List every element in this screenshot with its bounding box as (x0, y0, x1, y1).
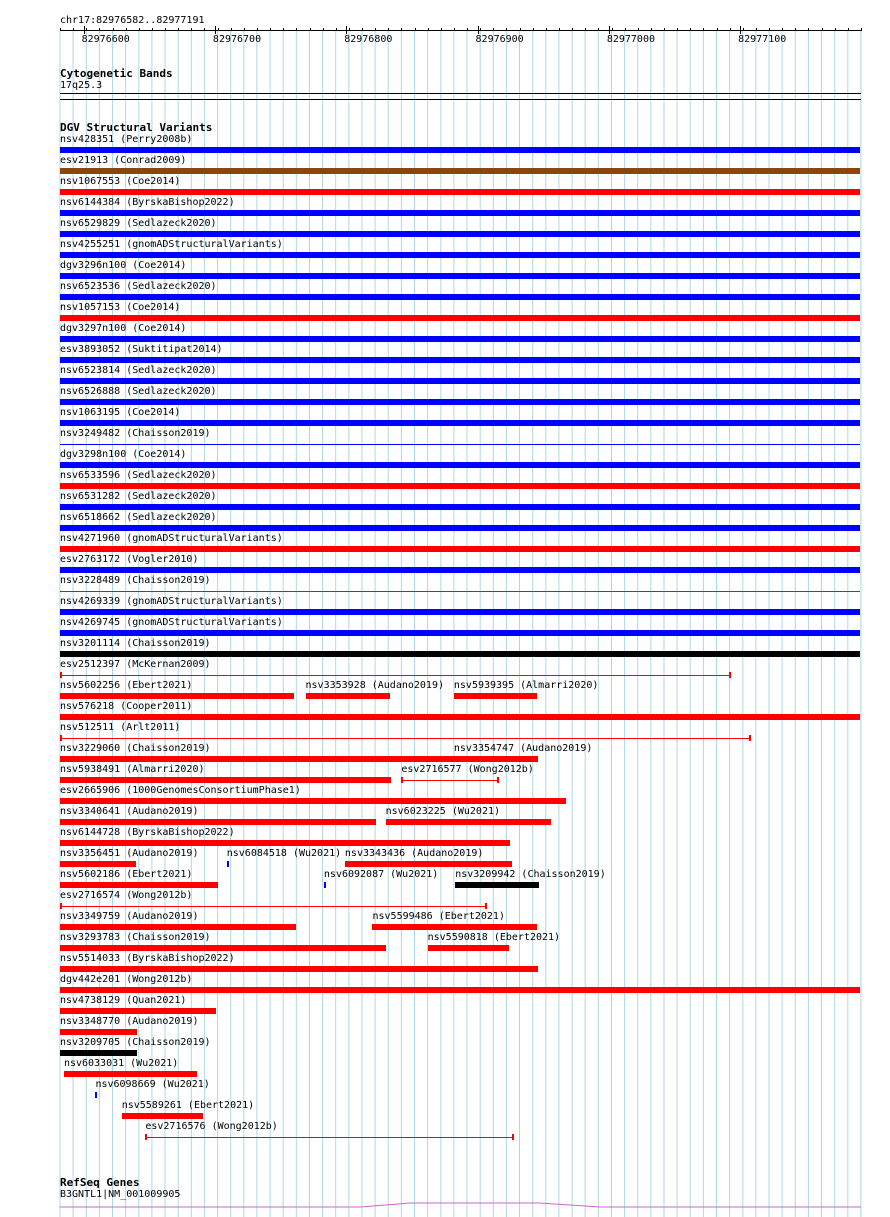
ruler-tick-label: 82976700 (212, 34, 262, 45)
ruler-minor-tick (73, 28, 74, 31)
feature-label[interactable]: dgv3298n100 (Coe2014) (60, 449, 187, 460)
feature-glyph[interactable] (60, 924, 296, 930)
ruler-minor-tick (139, 28, 140, 31)
feature-glyph[interactable] (60, 777, 391, 783)
feature-glyph[interactable] (454, 756, 538, 762)
ruler-minor-tick (113, 28, 114, 31)
feature-glyph[interactable] (60, 756, 454, 762)
ruler-minor-tick (375, 28, 376, 31)
ruler-major-tick (215, 26, 216, 34)
ruler-minor-tick (401, 28, 402, 31)
feature-glyph[interactable] (60, 168, 860, 174)
ruler-minor-tick (612, 28, 613, 31)
feature-glyph[interactable] (60, 591, 860, 592)
ruler-tick-label: 82976800 (344, 34, 393, 45)
feature-glyph[interactable] (60, 906, 487, 907)
ruler-major-tick (346, 26, 347, 34)
dgv-track-title: DGV Structural Variants (60, 121, 213, 134)
feature-glyph[interactable] (95, 1092, 97, 1098)
feature-label[interactable]: nsv6523814 (Sedlazeck2020) (60, 365, 217, 376)
feature-glyph[interactable] (345, 861, 512, 867)
feature-glyph[interactable] (60, 444, 860, 445)
feature-glyph[interactable] (306, 693, 390, 699)
feature-label[interactable]: esv3893052 (Suktitipat2014) (60, 344, 223, 355)
ruler-minor-tick (835, 28, 836, 31)
feature-label[interactable]: nsv5602256 (Ebert2021) (60, 680, 193, 691)
feature-glyph[interactable] (386, 819, 551, 825)
feature-glyph[interactable] (60, 567, 860, 573)
feature-glyph[interactable] (60, 738, 751, 739)
gene-label[interactable]: B3GNTL1|NM_001009905 (60, 1189, 181, 1200)
feature-label[interactable]: nsv6023225 (Wu2021) (385, 806, 500, 817)
feature-glyph[interactable] (60, 966, 538, 972)
feature-label[interactable]: nsv3343436 (Audano2019) (344, 848, 484, 859)
feature-label[interactable]: nsv5589261 (Ebert2021) (121, 1100, 255, 1111)
ruler-minor-tick (585, 28, 586, 31)
ruler-minor-tick (362, 28, 363, 31)
feature-glyph[interactable] (60, 315, 860, 321)
feature-label[interactable]: esv2512397 (McKernan2009) (60, 659, 211, 670)
ruler-minor-tick (743, 28, 744, 31)
feature-label[interactable]: dgv442e201 (Wong2012b) (60, 974, 193, 985)
range-label: chr17:82976582..82977191 (60, 15, 205, 26)
feature-glyph[interactable] (64, 1071, 197, 1077)
feature-label[interactable]: nsv5938491 (Almarri2020) (60, 764, 205, 775)
feature-glyph[interactable] (60, 462, 860, 468)
ruler-minor-tick (218, 28, 219, 31)
feature-label[interactable]: nsv1067553 (Coe2014) (60, 176, 181, 187)
ruler-minor-tick (493, 28, 494, 31)
feature-glyph[interactable] (60, 525, 860, 531)
ruler-minor-tick (178, 28, 179, 31)
feature-label[interactable]: nsv4269745 (gnomADStructuralVariants) (60, 617, 283, 628)
feature-glyph[interactable] (60, 675, 731, 676)
feature-glyph[interactable] (60, 840, 510, 846)
feature-glyph[interactable] (60, 378, 860, 384)
feature-label[interactable]: nsv6098669 (Wu2021) (95, 1079, 210, 1090)
ruler-minor-tick (861, 28, 862, 31)
ruler-minor-tick (520, 28, 521, 31)
feature-glyph[interactable] (60, 294, 860, 300)
feature-glyph[interactable] (60, 609, 860, 615)
ruler-minor-tick (546, 28, 547, 31)
feature-label[interactable]: nsv6523536 (Sedlazeck2020) (60, 281, 217, 292)
feature-label[interactable]: nsv6092087 (Wu2021) (323, 869, 439, 880)
feature-glyph[interactable] (60, 798, 566, 804)
ruler-minor-tick (257, 28, 258, 31)
feature-glyph[interactable] (60, 210, 860, 216)
feature-label[interactable]: nsv4738129 (Quan2021) (60, 995, 187, 1006)
ruler-minor-tick (730, 28, 731, 31)
ruler-major-tick (740, 26, 741, 34)
ruler-minor-tick (782, 28, 783, 31)
feature-glyph[interactable] (324, 882, 326, 888)
feature-label[interactable]: nsv1057153 (Coe2014) (60, 302, 181, 313)
feature-label[interactable]: esv2716574 (Wong2012b) (60, 890, 193, 901)
feature-glyph[interactable] (60, 231, 860, 237)
ruler-tick-label: 82977100 (738, 34, 787, 45)
feature-glyph[interactable] (60, 945, 386, 951)
ruler-minor-tick (454, 28, 455, 31)
feature-label[interactable]: nsv4271960 (gnomADStructuralVariants) (60, 533, 283, 544)
feature-label[interactable]: nsv3354747 (Audano2019) (453, 743, 593, 754)
ruler-minor-tick (415, 28, 416, 31)
feature-glyph[interactable] (60, 336, 860, 342)
feature-glyph[interactable] (401, 780, 498, 781)
feature-label[interactable]: nsv5599486 (Ebert2021) (372, 911, 505, 922)
ruler-minor-tick (270, 28, 271, 31)
feature-label[interactable]: esv21913 (Conrad2009) (60, 155, 187, 166)
feature-glyph[interactable] (60, 861, 136, 867)
ruler-minor-tick (769, 28, 770, 31)
feature-label[interactable]: esv2716576 (Wong2012b) (145, 1121, 278, 1132)
feature-label[interactable]: nsv576218 (Cooper2011) (60, 701, 193, 712)
ruler-minor-tick (428, 28, 429, 31)
ruler-minor-tick (99, 28, 100, 31)
feature-glyph[interactable] (60, 399, 860, 405)
feature-label[interactable]: nsv6531282 (Sedlazeck2020) (60, 491, 217, 502)
ruler-minor-tick (231, 28, 232, 31)
ruler-minor-tick (349, 28, 350, 31)
ruler-minor-tick (677, 28, 678, 31)
ruler-major-tick (478, 26, 479, 34)
feature-glyph[interactable] (60, 630, 860, 636)
ruler-minor-tick (795, 28, 796, 31)
ruler-tick-label: 82976900 (475, 34, 524, 45)
feature-glyph[interactable] (145, 1137, 514, 1138)
feature-label[interactable]: nsv6518662 (Sedlazeck2020) (60, 512, 217, 523)
feature-label[interactable]: nsv6529829 (Sedlazeck2020) (60, 218, 217, 229)
feature-glyph[interactable] (60, 483, 860, 489)
ruler-minor-tick (86, 28, 87, 31)
ruler-minor-tick (533, 28, 534, 31)
feature-label[interactable]: nsv5602186 (Ebert2021) (60, 869, 193, 880)
ruler-minor-tick (506, 28, 507, 31)
feature-label[interactable]: nsv3209705 (Chaisson2019) (60, 1037, 211, 1048)
ruler-minor-tick (703, 28, 704, 31)
ruler-major-tick (609, 26, 610, 34)
feature-glyph[interactable] (60, 693, 294, 699)
feature-glyph[interactable] (60, 819, 376, 825)
feature-label[interactable]: nsv3349759 (Audano2019) (60, 911, 199, 922)
feature-glyph[interactable] (60, 882, 218, 888)
feature-glyph[interactable] (455, 882, 539, 888)
feature-label[interactable]: nsv3353928 (Audano2019) (305, 680, 444, 691)
feature-label[interactable]: nsv1063195 (Coe2014) (60, 407, 181, 418)
feature-glyph[interactable] (60, 252, 860, 258)
feature-glyph[interactable] (122, 1113, 203, 1119)
feature-glyph[interactable] (60, 273, 860, 279)
feature-glyph[interactable] (428, 945, 509, 951)
feature-glyph[interactable] (60, 420, 860, 426)
ruler-minor-tick (244, 28, 245, 31)
feature-glyph[interactable] (60, 189, 860, 195)
ruler-minor-tick (598, 28, 599, 31)
ruler-minor-tick (388, 28, 389, 31)
feature-glyph[interactable] (227, 861, 229, 867)
ruler-minor-tick (717, 28, 718, 31)
ruler-minor-tick (204, 28, 205, 31)
feature-label[interactable]: nsv428351 (Perry2008b) (60, 134, 193, 145)
feature-label[interactable]: nsv5590818 (Ebert2021) (427, 932, 561, 943)
feature-glyph[interactable] (372, 924, 536, 930)
ruler-minor-tick (664, 28, 665, 31)
feature-label[interactable]: esv2716577 (Wong2012b) (401, 764, 534, 775)
feature-label[interactable]: nsv6033031 (Wu2021) (63, 1058, 179, 1069)
ruler-minor-tick (126, 28, 127, 31)
feature-glyph[interactable] (60, 357, 860, 363)
cytoband-line-bottom (60, 99, 861, 100)
feature-glyph[interactable] (60, 1029, 137, 1035)
feature-glyph[interactable] (60, 546, 860, 552)
ruler-minor-tick (690, 28, 691, 31)
feature-glyph[interactable] (454, 693, 537, 699)
ruler-minor-tick (638, 28, 639, 31)
feature-glyph[interactable] (60, 987, 860, 993)
cytoband-line-top (60, 93, 861, 94)
feature-label[interactable]: nsv6144728 (ByrskaBishop2022) (60, 827, 235, 838)
feature-glyph[interactable] (60, 147, 860, 153)
feature-label[interactable]: nsv4269339 (gnomADStructuralVariants) (60, 596, 283, 607)
feature-label[interactable]: dgv3296n100 (Coe2014) (60, 260, 187, 271)
ruler-minor-tick (310, 28, 311, 31)
feature-glyph[interactable] (60, 504, 860, 510)
feature-label[interactable]: nsv5939395 (Almarri2020) (453, 680, 599, 691)
feature-label[interactable]: nsv3340641 (Audano2019) (60, 806, 199, 817)
cytoband-label: 17q25.3 (60, 80, 103, 91)
ruler-minor-tick (165, 28, 166, 31)
feature-glyph[interactable] (60, 651, 860, 657)
ruler-minor-tick (467, 28, 468, 31)
ruler-minor-tick (152, 28, 153, 31)
feature-label[interactable]: nsv5514033 (ByrskaBishop2022) (60, 953, 235, 964)
feature-label[interactable]: nsv512511 (Arlt2011) (60, 722, 181, 733)
feature-label[interactable]: nsv3348770 (Audano2019) (60, 1016, 199, 1027)
ruler-minor-tick (296, 28, 297, 31)
ruler-tick-label: 82977000 (606, 34, 655, 45)
feature-label[interactable]: dgv3297n100 (Coe2014) (60, 323, 187, 334)
feature-label[interactable]: esv2763172 (Vogler2010) (60, 554, 199, 565)
ruler-minor-tick (822, 28, 823, 31)
ruler-minor-tick (441, 28, 442, 31)
ruler-minor-tick (625, 28, 626, 31)
ruler-minor-tick (191, 28, 192, 31)
ruler-minor-tick (651, 28, 652, 31)
feature-label[interactable]: nsv6084518 (Wu2021) (226, 848, 342, 859)
ruler-minor-tick (283, 28, 284, 31)
feature-glyph[interactable] (60, 1008, 216, 1014)
refseq-track-title: RefSeq Genes (60, 1176, 140, 1189)
ruler-minor-tick (60, 28, 61, 31)
ruler-minor-tick (808, 28, 809, 31)
feature-glyph[interactable] (60, 1050, 137, 1056)
ruler-minor-tick (480, 28, 481, 31)
feature-label[interactable]: nsv4255251 (gnomADStructuralVariants) (60, 239, 283, 250)
feature-label[interactable]: nsv3249482 (Chaisson2019) (60, 428, 211, 439)
ruler-minor-tick (336, 28, 337, 31)
ruler-minor-tick (559, 28, 560, 31)
feature-label[interactable]: esv2665906 (1000GenomesConsortiumPhase1) (60, 785, 301, 796)
feature-label[interactable]: nsv3201114 (Chaisson2019) (60, 638, 211, 649)
feature-label[interactable]: nsv3229060 (Chaisson2019) (60, 743, 211, 754)
gene-model[interactable] (0, 1195, 890, 1215)
ruler-tick-label: 82976600 (81, 34, 130, 45)
cytoband-track-title: Cytogenetic Bands (60, 67, 173, 80)
feature-label[interactable]: nsv3356451 (Audano2019) (60, 848, 199, 859)
feature-label[interactable]: nsv6533596 (Sedlazeck2020) (60, 470, 217, 481)
ruler-minor-tick (756, 28, 757, 31)
ruler-minor-tick (323, 28, 324, 31)
feature-label[interactable]: nsv3209942 (Chaisson2019) (455, 869, 606, 880)
ruler-major-tick (84, 26, 85, 34)
feature-label[interactable]: nsv6144384 (ByrskaBishop2022) (60, 197, 235, 208)
ruler-minor-tick (848, 28, 849, 31)
feature-label[interactable]: nsv3293783 (Chaisson2019) (60, 932, 211, 943)
feature-label[interactable]: nsv6526888 (Sedlazeck2020) (60, 386, 217, 397)
feature-glyph[interactable] (60, 714, 860, 720)
ruler-minor-tick (572, 28, 573, 31)
feature-label[interactable]: nsv3228489 (Chaisson2019) (60, 575, 211, 586)
